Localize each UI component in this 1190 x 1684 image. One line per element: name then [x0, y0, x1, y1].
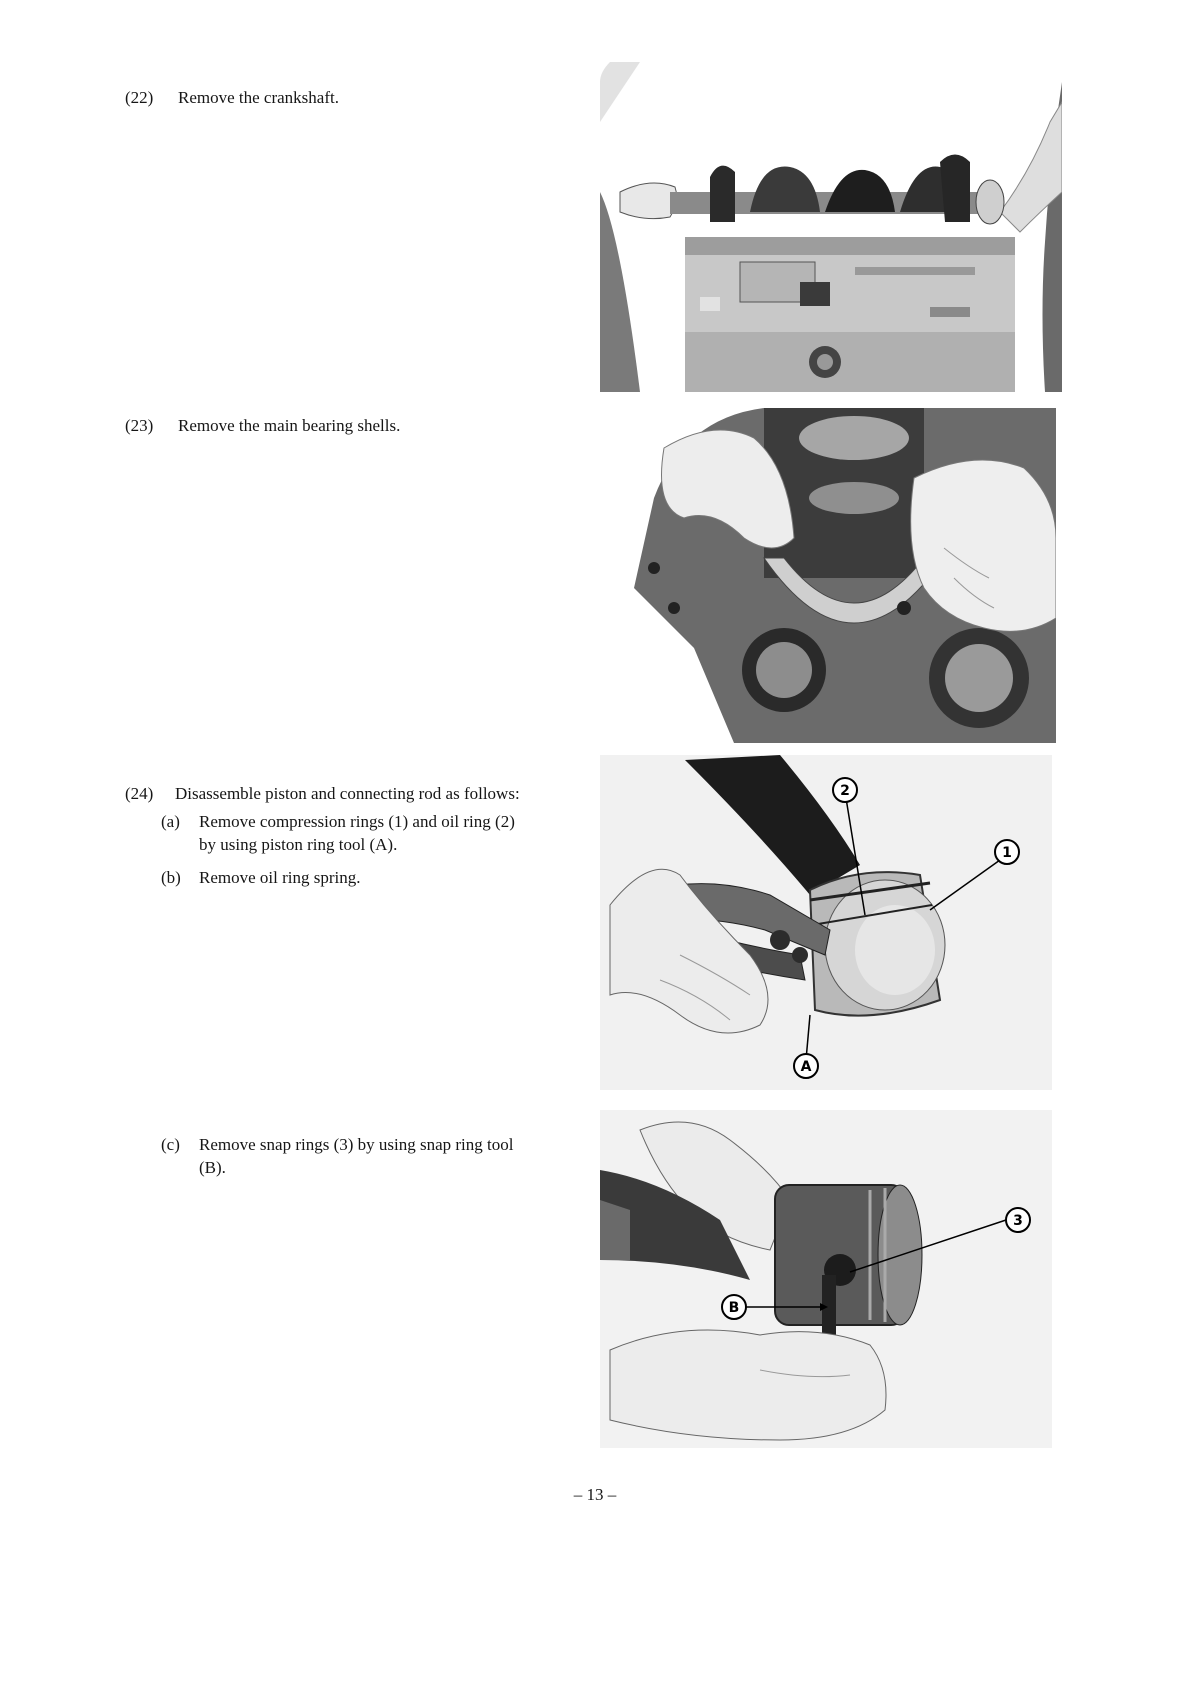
substep-text-line-2: (B). [199, 1158, 226, 1177]
substep-letter: (a) [161, 812, 180, 831]
callout-b-label: B [728, 1300, 740, 1316]
callout-2-label: 2 [840, 783, 850, 799]
substep-letter: (c) [161, 1135, 180, 1154]
piston-ring-removal-photo [600, 755, 1052, 1090]
step-22 [125, 86, 339, 109]
step-number: (22) [125, 88, 154, 107]
step-number: (23) [125, 416, 154, 435]
substep-text-line-1: Remove snap rings (3) by using snap ring tool [199, 1135, 514, 1154]
crankshaft-removal-photo [600, 62, 1062, 392]
step-text: Disassemble piston and connecting rod as follows: [175, 784, 520, 803]
step-text: Remove the main bearing shells. [178, 416, 401, 435]
step-number: (24) [125, 784, 154, 803]
substep-text-line-1: Remove compression rings (1) and oil ring (2) [199, 812, 515, 831]
substep-text-line-1: Remove oil ring spring. [199, 868, 361, 887]
callout-1-label: 1 [1002, 845, 1012, 861]
substep-a [161, 810, 581, 856]
step-24 [125, 782, 520, 805]
main-bearing-shells-photo [624, 408, 1056, 743]
substep-b [161, 866, 581, 889]
page-number: – 13 – [573, 1485, 617, 1504]
callout-3-label: 3 [1013, 1213, 1023, 1229]
callout-a-label: A [800, 1059, 812, 1075]
substep-c [161, 1133, 581, 1179]
snap-ring-removal-photo [600, 1110, 1052, 1448]
substep-text-line-2: by using piston ring tool (A). [199, 835, 398, 854]
step-23 [125, 414, 400, 437]
substep-letter: (b) [161, 868, 181, 887]
step-text: Remove the crankshaft. [178, 88, 339, 107]
